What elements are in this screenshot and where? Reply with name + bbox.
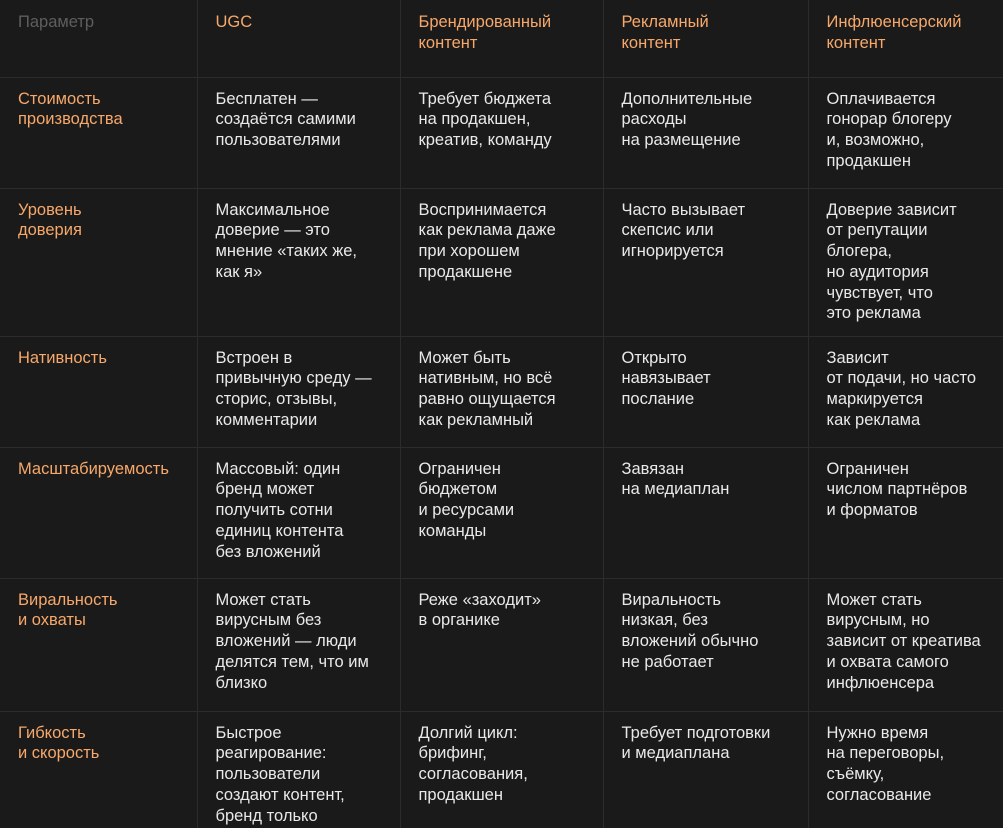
table-cell: Открыто навязывает послание: [603, 336, 808, 447]
table-row-virality: [0, 578, 1003, 711]
table-header-row: [0, 0, 1003, 77]
row-label: Стоимость производства: [0, 77, 197, 188]
table-cell: Требует подготовки и медиаплана: [603, 711, 808, 828]
table-cell: Может быть нативным, но всё равно ощущается как рекламный: [400, 336, 603, 447]
table-row-production-cost: [0, 77, 1003, 188]
table-cell: Максимальное доверие — это мнение «таких же, как я»: [197, 188, 400, 336]
table-cell: Ограничен числом партнёров и форматов: [808, 447, 1003, 578]
table-cell: Может стать вирусным, но зависит от креатива и охвата самого инфлюенсера: [808, 578, 1003, 711]
table-cell: Дополнительные расходы на размещение: [603, 77, 808, 188]
table-cell: Ограничен бюджетом и ресурсами команды: [400, 447, 603, 578]
table-row-flexibility: [0, 711, 1003, 828]
table-row-scalability: [0, 447, 1003, 578]
table-cell: Виральность низкая, без вложений обычно не работает: [603, 578, 808, 711]
table-cell: Реже «заходит» в органике: [400, 578, 603, 711]
header-branded-content: Брендированный контент: [400, 0, 603, 77]
table-cell: Бесплатен — создаётся самими пользователями: [197, 77, 400, 188]
row-label: Гибкость и скорость: [0, 711, 197, 828]
table-row-nativeness: [0, 336, 1003, 447]
row-label: Масштабируемость: [0, 447, 197, 578]
row-label: Нативность: [0, 336, 197, 447]
row-label: Уровень доверия: [0, 188, 197, 336]
table-cell: Оплачивается гонорар блогеру и, возможно, продакшен: [808, 77, 1003, 188]
table-cell: Встроен в привычную среду — сторис, отзывы, комментарии: [197, 336, 400, 447]
table-cell: Быстрое реагирование: пользователи создают контент, бренд только: [197, 711, 400, 828]
table-cell: Завязан на медиаплан: [603, 447, 808, 578]
row-label: Виральность и охваты: [0, 578, 197, 711]
table-cell: Может стать вирусным без вложений — люди делятся тем, что им близко: [197, 578, 400, 711]
table-cell: Нужно время на переговоры, съёмку, согласование: [808, 711, 1003, 828]
header-advertising-content: Рекламный контент: [603, 0, 808, 77]
table-cell: Долгий цикл: брифинг, согласования, продакшен: [400, 711, 603, 828]
table-cell: Воспринимается как реклама даже при хорошем продакшене: [400, 188, 603, 336]
table-cell: Требует бюджета на продакшен, креатив, команду: [400, 77, 603, 188]
table-cell: Доверие зависит от репутации блогера, но аудитория чувствует, что это реклама: [808, 188, 1003, 336]
header-influencer-content: Инфлюенсерский контент: [808, 0, 1003, 77]
header-ugc: UGC: [197, 0, 400, 77]
header-parameter: Параметр: [18, 13, 95, 31]
table-row-trust-level: [0, 188, 1003, 336]
table-cell: Массовый: один бренд может получить сотни единиц контента без вложений: [197, 447, 400, 578]
table-cell: Зависит от подачи, но часто маркируется как реклама: [808, 336, 1003, 447]
table-cell: Часто вызывает скепсис или игнорируется: [603, 188, 808, 336]
